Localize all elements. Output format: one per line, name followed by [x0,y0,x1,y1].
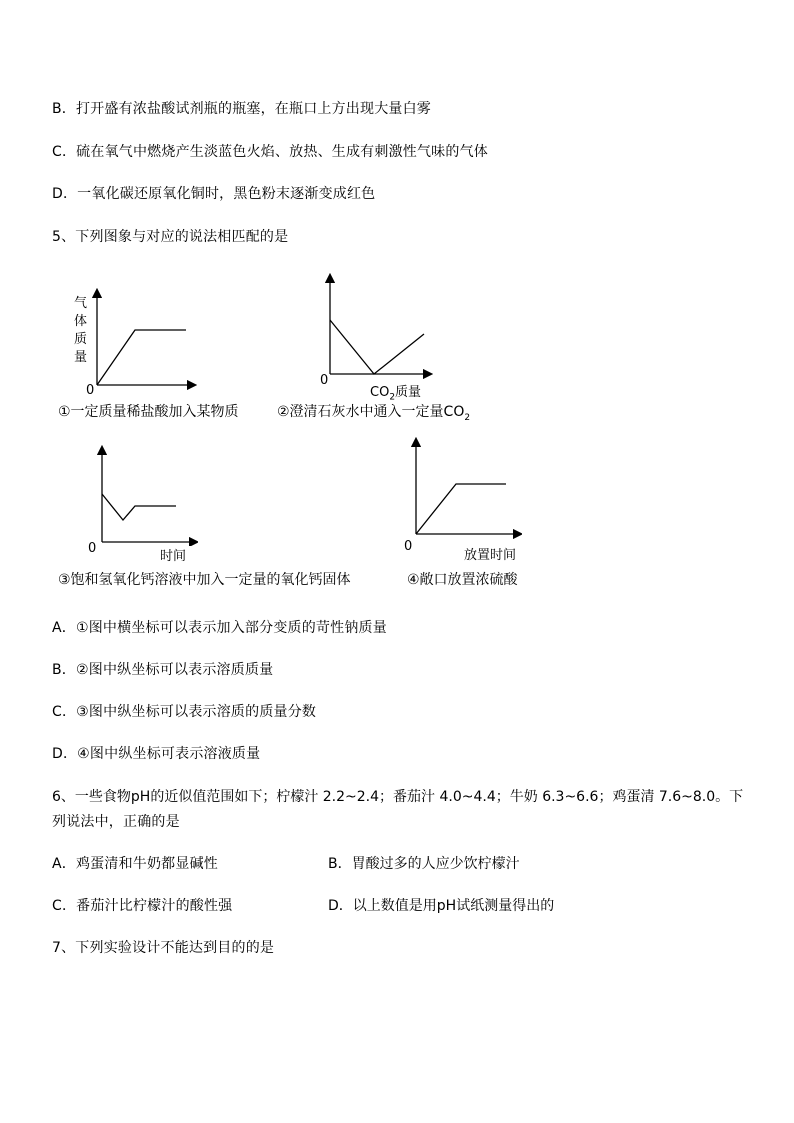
graph-1-origin: 0 [86,383,95,398]
q4-option-d: D．一氧化碳还原氧化铜时，黑色粉末逐渐变成红色 [52,186,376,202]
graph-1-ylabel-1: 气 [74,296,88,311]
graph-2-origin: 0 [320,373,329,388]
q6-stem-line-1: 6、一些食物pH的近似值范围如下；柠檬汁 2.2~2.4；番茄汁 4.0~4.4；牛奶 6.3~6.6；鸡蛋清 7.6~8.0。下 [52,789,744,805]
q5-option-a: A．①图中横坐标可以表示加入部分变质的苛性钠质量 [52,620,387,636]
graph-1-ylabel-4: 量 [74,350,88,365]
graph-2-xlabel-main: CO [370,385,390,400]
graph-1-ylabel-2: 体 [74,314,88,329]
q7-stem: 7、下列实验设计不能达到目的的是 [52,940,275,956]
graph-2-xlabel-sub: 2 [389,392,396,403]
q4-option-b: B．打开盛有浓盐酸试剂瓶的瓶塞，在瓶口上方出现大量白雾 [52,101,432,117]
graph-2-caption-sub: 2 [464,412,471,423]
graph-2 [300,272,435,384]
graph-4-caption: ④敞口放置浓硫酸 [407,572,518,588]
q5-option-b: B．②图中纵坐标可以表示溶质质量 [52,662,274,678]
graph-4 [392,436,522,540]
graph-1-ylabel-3: 质 [74,332,88,347]
q5-stem: 5、下列图象与对应的说法相匹配的是 [52,229,289,245]
graph-1-curve [97,330,186,385]
graph-3-curve [102,494,176,520]
q6-option-c: C．番茄汁比柠檬汁的酸性强 [52,898,233,914]
graph-4-origin: 0 [404,539,413,554]
graph-3-origin: 0 [88,541,97,556]
graph-2-xlabel-tail: 质量 [395,385,422,400]
graph-2-caption-main: ②澄清石灰水中通入一定量CO [277,404,465,420]
graph-4-curve [416,484,506,534]
q5-option-c: C．③图中纵坐标可以表示溶质的质量分数 [52,704,317,720]
graph-3-xlabel: 时间 [160,549,187,564]
q6-stem-line-2: 列说法中，正确的是 [52,814,180,830]
graph-1-caption: ①一定质量稀盐酸加入某物质 [58,404,239,420]
graph-3-caption: ③饱和氢氧化钙溶液中加入一定量的氧化钙固体 [58,572,351,588]
graph-4-xlabel: 放置时间 [464,548,517,563]
graph-2-xlabel [370,381,421,403]
q5-option-d: D．④图中纵坐标可表示溶液质量 [52,746,261,762]
graph-2-caption [277,401,470,423]
q6-option-b: B．胃酸过多的人应少饮柠檬汁 [328,856,520,872]
q6-option-d: D．以上数值是用pH试纸测量得出的 [328,898,555,914]
q4-option-c: C．硫在氧气中燃烧产生淡蓝色火焰、放热、生成有刺激性气味的气体 [52,144,488,160]
graph-2-curve [330,320,424,374]
graph-3 [78,444,198,546]
q6-option-a: A．鸡蛋清和牛奶都显碱性 [52,856,218,872]
